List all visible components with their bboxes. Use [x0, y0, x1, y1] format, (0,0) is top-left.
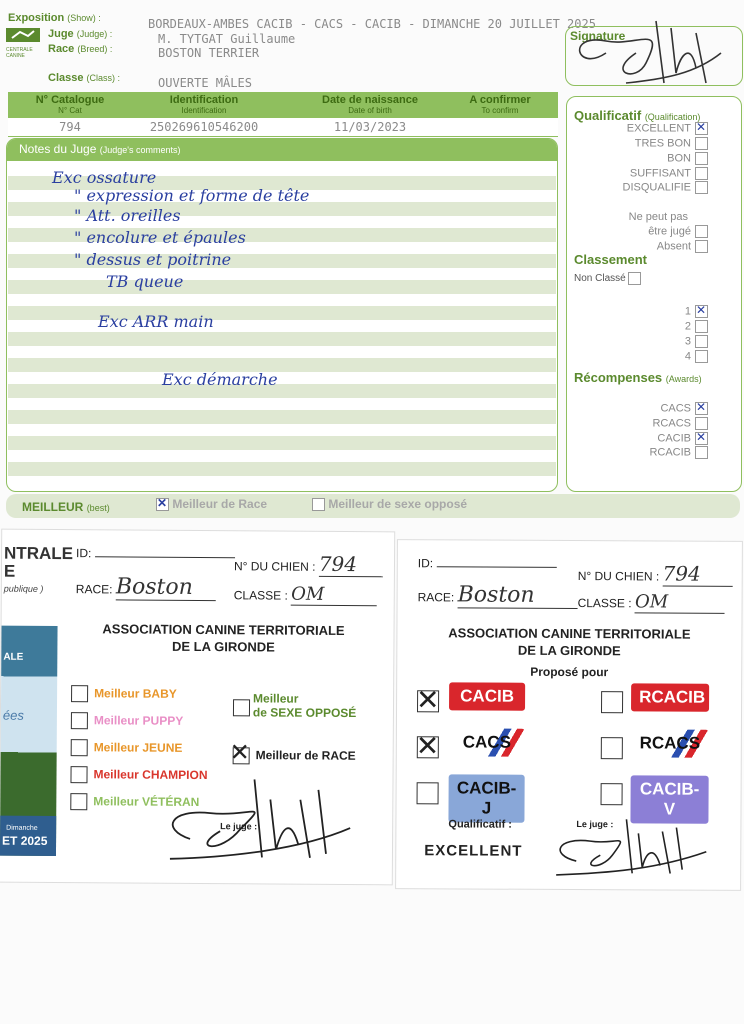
birthdate-value: 11/03/2023 [333, 120, 407, 134]
checkbox[interactable] [695, 122, 708, 135]
option-veteran[interactable]: Meilleur VÉTÉRAN [70, 788, 207, 816]
judge-signature-right [546, 811, 726, 882]
meilleur-sexe-option[interactable]: Meilleur de sexe opposé [312, 497, 467, 511]
col-identification: Identification Identification 250269610546200 [140, 94, 268, 134]
right-award-card: ID: N° DU CHIEN : 794 RACE: Boston CLASSE : OM ASSOCIATION CANINE TERRITORIALE DE LA GIRONDE Proposé pour ✕ CACIB RCACIB ✕ CACS RCACS CACIB-J CACIB-V Qualificatif : EXCELLENT Le juge : [395, 539, 743, 891]
qualificatif-value: EXCELLENT [424, 842, 523, 860]
event-poster-image: ALE ées Dimanche ET 2025 [0, 626, 58, 856]
id-field[interactable]: ID: [76, 546, 235, 561]
col-birth: Date de naissance Date of birth 11/03/2023 [300, 94, 440, 134]
checkbox[interactable] [695, 152, 708, 165]
award-cacs[interactable]: CACS✕ [660, 402, 708, 415]
chien-value: 794 [319, 552, 383, 577]
col-catalogue: N° Catalogue N° Cat 794 [20, 94, 120, 134]
checkbox[interactable] [695, 350, 708, 363]
absent-option[interactable]: Absent [657, 240, 708, 253]
propose-pour-label: Proposé pour [530, 664, 609, 680]
option-champion[interactable]: Meilleur CHAMPION [70, 761, 207, 789]
note-line: " expression et forme de tête [74, 186, 310, 205]
qualificatif-label: Qualificatif : [448, 818, 513, 831]
award-rcacs[interactable]: RCACS [652, 417, 708, 430]
classe-field[interactable]: CLASSE : OM [234, 583, 378, 606]
checkbox[interactable] [695, 320, 708, 333]
edge-text: NTRALE [4, 543, 74, 564]
notes-stripe [8, 410, 556, 424]
edge-text: E [3, 561, 16, 581]
chien-field[interactable]: N° DU CHIEN : 794 [234, 551, 383, 577]
checkbox[interactable] [628, 272, 641, 285]
qualif-bon[interactable]: BON [667, 152, 708, 165]
checkbox[interactable] [695, 137, 708, 150]
notes-stripe [8, 280, 556, 294]
id-field[interactable]: ID: [418, 556, 557, 571]
ne-peut-pas-label: Ne peut pas [628, 211, 688, 223]
association-title: ASSOCIATION CANINE TERRITORIALE DE LA GIRONDE [448, 625, 691, 659]
checkbox[interactable] [312, 498, 325, 511]
notes-stripe [8, 332, 556, 346]
checkbox[interactable] [601, 737, 623, 759]
exposition-value: BORDEAUX-AMBES CACIB - CACS - CACIB - DIMANCHE 20 JUILLET 2025 [148, 17, 596, 31]
identification-value: 250269610546200 [149, 120, 259, 134]
checkbox[interactable] [695, 417, 708, 430]
checkbox[interactable] [601, 783, 623, 805]
checkbox[interactable] [417, 690, 439, 712]
checkbox[interactable] [601, 691, 623, 713]
recompenses-title: Récompenses (Awards) [574, 370, 702, 385]
left-award-card [0, 529, 395, 886]
checkbox[interactable] [70, 793, 87, 810]
juge-label: Le juge : [576, 819, 614, 830]
non-classe-option[interactable]: Non Classé [574, 272, 641, 285]
association-title: ASSOCIATION CANINE TERRITORIALE DE LA GIRONDE [102, 621, 345, 655]
option-meilleur-race[interactable]: ✕Meilleur de RACE [233, 747, 356, 765]
award-rcacib[interactable]: RCACIB [649, 446, 708, 459]
checkbox[interactable] [695, 225, 708, 238]
signature-label: Signature [570, 29, 626, 43]
checkbox[interactable] [695, 432, 708, 445]
classe-value: OM [291, 584, 377, 607]
note-line: Exc ARR main [98, 312, 214, 331]
checkbox[interactable] [695, 305, 708, 318]
classe-label: Classe (Class) : [48, 72, 121, 84]
checkbox[interactable] [417, 782, 439, 804]
option-jeune[interactable]: Meilleur JEUNE [71, 734, 208, 762]
checkbox[interactable] [695, 240, 708, 253]
race-label: Race (Breed) : [48, 43, 113, 55]
notes-stripe [8, 306, 556, 320]
juge-value: M. TYTGAT Guillaume [158, 32, 296, 46]
race-value: BOSTON TERRIER [158, 46, 260, 60]
judge-signature-top [546, 13, 722, 93]
classement-2[interactable]: 2 [685, 320, 708, 333]
race-field[interactable]: RACE: Boston [418, 582, 578, 609]
classement-4[interactable]: 4 [685, 350, 708, 363]
checkbox[interactable] [71, 712, 88, 729]
classe-field[interactable]: CLASSE : OM [578, 591, 725, 614]
checkbox[interactable] [70, 766, 87, 783]
checkbox[interactable] [233, 699, 250, 716]
checkbox[interactable] [695, 402, 708, 415]
juge-label: Le juge : [220, 821, 258, 832]
classe-value: OM [635, 591, 725, 613]
note-line: TB queue [106, 272, 184, 291]
race-field[interactable]: RACE: Boston [76, 574, 216, 601]
edge-text: publique ) [3, 583, 44, 594]
race-value: Boston [458, 582, 578, 609]
classe-value: OUVERTE MÂLES [158, 76, 252, 90]
centrale-canine-logo: CENTRALE CANINE [6, 28, 40, 50]
option-baby[interactable]: Meilleur BABY [71, 680, 208, 708]
signature-box [565, 26, 743, 86]
checkbox[interactable] [71, 685, 88, 702]
chien-value: 794 [662, 561, 732, 586]
notes-stripe [8, 384, 556, 398]
note-line: " Att. oreilles [74, 206, 181, 225]
checkbox[interactable] [695, 335, 708, 348]
note-line: " encolure et épaules [74, 228, 246, 247]
judge-signature-left [150, 769, 371, 871]
checkbox[interactable] [417, 736, 439, 758]
notes-header: Notes du Juge (Judge's comments) [7, 139, 557, 161]
notes-stripe [8, 436, 556, 450]
note-line: " dessus et poitrine [74, 250, 232, 269]
qualificatif-title: Qualificatif (Qualification) [574, 108, 701, 123]
race-value: Boston [116, 574, 216, 601]
classement-3[interactable]: 3 [685, 335, 708, 348]
meilleur-label: MEILLEUR (best) [22, 500, 110, 514]
checkbox[interactable] [695, 446, 708, 459]
checkbox[interactable] [156, 498, 169, 511]
juge-label: Juge (Judge) : [48, 28, 113, 40]
option-sexe-oppose[interactable]: Meilleur de SEXE OPPOSÉ [233, 691, 357, 720]
notes-stripe [8, 462, 556, 476]
note-line: Exc ossature [52, 168, 157, 187]
qualif-excellent[interactable]: EXCELLENT✕ [627, 122, 708, 135]
chien-field[interactable]: N° DU CHIEN : 794 [578, 561, 733, 587]
meilleur-race-option[interactable]: ✕ Meilleur de Race [156, 497, 267, 511]
catalogue-value: 794 [59, 120, 81, 134]
checkbox[interactable] [695, 167, 708, 180]
classement-1[interactable]: 1✕ [685, 305, 708, 318]
qualif-suffisant[interactable]: SUFFISANT [630, 167, 708, 180]
qualif-disqualifie[interactable]: DISQUALIFIE [623, 181, 708, 194]
note-line: Exc démarche [162, 370, 278, 389]
col-confirm: A confirmer To confirm [469, 94, 531, 115]
checkbox[interactable] [695, 181, 708, 194]
checkbox[interactable] [71, 739, 88, 756]
ne-peut-etre-juge[interactable]: être jugé [648, 225, 708, 238]
option-puppy[interactable]: Meilleur PUPPY [71, 707, 208, 735]
notes-stripe [8, 358, 556, 372]
checkbox[interactable] [233, 747, 250, 764]
classement-title: Classement [574, 252, 647, 267]
qualif-tres-bon[interactable]: TRES BON [635, 137, 708, 150]
award-cacib[interactable]: CACIB✕ [657, 432, 708, 445]
exposition-label: Exposition (Show) : [8, 12, 101, 24]
results-panel [566, 96, 742, 492]
